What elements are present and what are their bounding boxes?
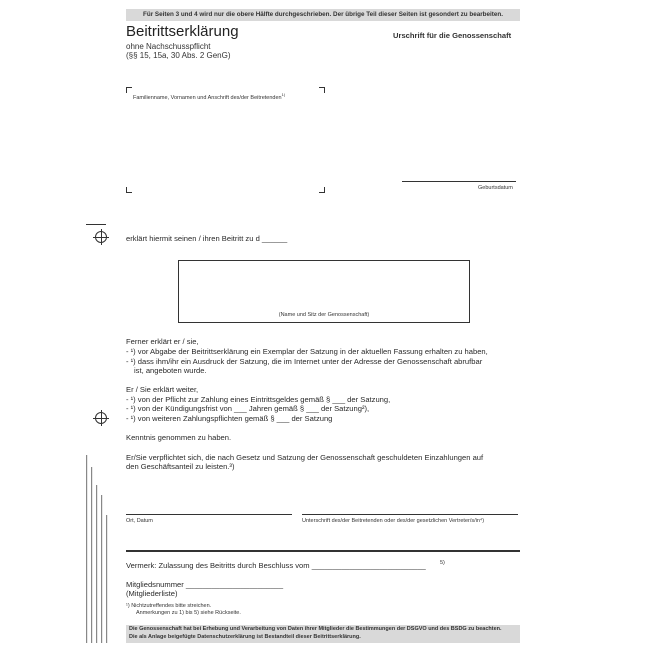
- copy-label: Urschrift für die Genossenschaft: [393, 31, 512, 40]
- place-date-line[interactable]: [126, 514, 292, 515]
- obligation-line: den Geschäftsanteil zu leisten.³): [126, 462, 235, 471]
- form-title: Beitrittserklärung: [126, 23, 239, 40]
- data-protection-bar: [126, 625, 520, 643]
- place-date-label: Ort, Datum: [126, 518, 153, 524]
- address-box-corner-br: [319, 187, 325, 193]
- signature-line[interactable]: [302, 514, 518, 515]
- top-notice-text: Für Seiten 3 und 4 wird nur die obere Hälfte durchgeschrieben. Der übrige Teil dieser Seiten ist gesondert zu bearbeiten.: [143, 11, 503, 18]
- address-input-area[interactable]: [133, 102, 313, 184]
- register-mark-icon: [95, 231, 107, 243]
- address-box-corner-tr: [319, 87, 325, 93]
- footnote-line: ¹) Nichtzutreffendes bitte streichen.: [126, 603, 212, 609]
- data-protection-line: Die Genossenschaft hat bei Erhebung und Verarbeitung von Daten ihrer Mitglieder die Bestimmungen der DSGVO und des BSDG zu beachten.: [129, 626, 502, 632]
- signature-label: Unterschrift des/der Beitretenden oder des/der gesetzlichen Vertreter/s/in⁴): [302, 518, 485, 524]
- paragraph1-line: ist, angeboten wurde.: [134, 366, 207, 375]
- register-mark-icon: [95, 412, 107, 424]
- form-subtitle: ohne Nachschusspflicht: [126, 42, 211, 51]
- address-label: [133, 92, 285, 101]
- acknowledged-text: Kenntnis genommen zu haben.: [126, 433, 232, 442]
- fold-mark: [86, 224, 106, 225]
- admission-footnote-mark: 5): [440, 560, 445, 566]
- form-legal-reference: (§§ 15, 15a, 30 Abs. 2 GenG): [126, 51, 231, 60]
- birthdate-label: Geburtsdatum: [478, 185, 513, 191]
- data-protection-line: Die als Anlage beigefügte Datenschutzerklärung ist Bestandteil dieser Beitrittserklärung.: [129, 634, 361, 640]
- member-number: Mitgliedsnummer _______________________: [126, 580, 284, 589]
- address-box-corner-bl: [126, 187, 132, 193]
- paragraph2-line: - ¹) von der Pflicht zur Zahlung eines Eintrittsgeldes gemäß § ___ der Satzung,: [126, 395, 391, 404]
- birthdate-line[interactable]: [402, 181, 516, 182]
- member-list-label: (Mitgliederliste): [126, 589, 178, 598]
- address-footnote-mark: 1): [281, 92, 286, 97]
- paragraph2-intro: Er / Sie erklärt weiter,: [126, 385, 199, 394]
- obligation-line: Er/Sie verpflichtet sich, die nach Gesetz und Satzung der Genossenschaft geschuldeten Einzahlungen auf: [126, 453, 484, 462]
- address-box-corner-tl: [126, 87, 132, 93]
- join-declaration: erklärt hiermit seinen / ihren Beitritt zu d ______: [126, 234, 288, 243]
- divider: [126, 550, 520, 552]
- paragraph2-line: - ¹) von der Kündigungsfrist von ___ Jahren gemäß § ___ der Satzung²),: [126, 404, 370, 413]
- footnote-line: Anmerkungen zu 1) bis 5) siehe Rückseite.: [136, 610, 241, 616]
- cooperative-box-label: (Name und Sitz der Genossenschaft): [278, 312, 370, 318]
- publisher-imprint: [82, 455, 124, 645]
- paragraph1-line: - ¹) dass ihm/ihr ein Ausdruck der Satzung, die im Internet unter der Adresse der Genossenschaft abrufbar: [126, 357, 483, 366]
- address-label-text: Familienname, Vornamen und Anschrift des/der Beitretenden: [133, 94, 282, 101]
- admission-note: Vermerk: Zulassung des Beitritts durch Beschluss vom ___________________________: [126, 561, 426, 570]
- paragraph2-line: - ¹) von weiteren Zahlungspflichten gemäß § ___ der Satzung: [126, 414, 333, 423]
- top-notice-bar: [126, 9, 520, 21]
- paragraph1-intro: Ferner erklärt er / sie,: [126, 337, 199, 346]
- paragraph1-line: - ¹) vor Abgabe der Beitrittserklärung ein Exemplar der Satzung in der aktuellen Fassung erhalten zu haben,: [126, 347, 488, 356]
